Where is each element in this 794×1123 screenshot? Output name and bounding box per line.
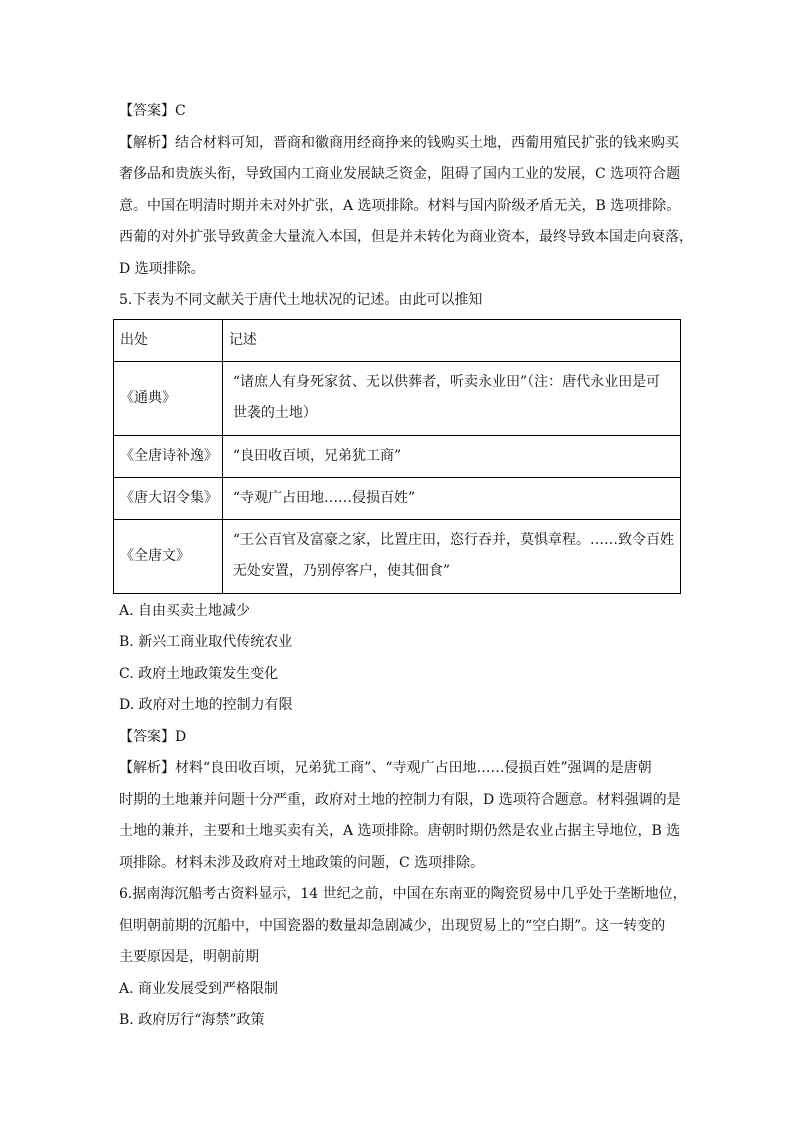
table-cell-record bbox=[222, 435, 680, 477]
q6-option-b: B. 政府厉行“海禁”政策 bbox=[119, 1012, 265, 1028]
q6-stem-line: 主要原因是，明朝前期 bbox=[119, 949, 259, 965]
table-cell-record bbox=[222, 519, 680, 593]
q5-answer: 【答案】D bbox=[119, 728, 187, 745]
table-row bbox=[114, 435, 681, 477]
q6-stem-line: 6.据南海沉船考古资料显示，14 世纪之前，中国在东南亚的陶瓷贸易中几乎处于垄断地位， bbox=[119, 886, 687, 902]
table-row bbox=[114, 519, 681, 593]
table-header-source: 出处 bbox=[114, 319, 223, 361]
q5-option-a: A. 自由买卖土地减少 bbox=[119, 602, 251, 619]
table-cell-record bbox=[222, 477, 680, 519]
q5-analysis-line: 【解析】材料“良田收百顷，兄弟犹工商”、“寺观广占田地……侵损百姓”强调的是唐朝 bbox=[119, 760, 652, 776]
table-header-row bbox=[114, 319, 681, 361]
page-content bbox=[119, 96, 693, 1037]
q5-analysis-line: 土地的兼并，主要和土地买卖有关，A 选项排除。唐朝时期仍然是农业占据主导地位，B 选 bbox=[119, 823, 681, 839]
table-cell-source: 《唐大诏令集》 bbox=[114, 477, 223, 519]
q4-analysis-line: 意。中国在明清时期并未对外扩张，A 选项排除。材料与国内阶级矛盾无关，B 选项排除。 bbox=[119, 197, 681, 214]
table-cell-source: 《全唐诗补逸》 bbox=[114, 435, 223, 477]
q5-option-b: B. 新兴工商业取代传统农业 bbox=[119, 634, 293, 650]
q5-analysis-line: 时期的土地兼并问题十分严重，政府对土地的控制力有限，D 选项符合题意。材料强调的是 bbox=[119, 791, 681, 808]
q4-answer: 【答案】C bbox=[119, 103, 186, 119]
q6-stem-line: 但明朝前期的沉船中，中国瓷器的数量却急剧减少，出现贸易上的“空白期”。这一转变的 bbox=[119, 917, 666, 934]
q4-analysis-line: 【解析】结合材料可知，晋商和徽商用经商挣来的钱购买土地，西葡用殖民扩张的钱来购买 bbox=[119, 134, 679, 151]
table-cell-record bbox=[222, 361, 680, 435]
record-line: 世袭的土地） bbox=[232, 405, 317, 421]
q5-analysis-line: 项排除。材料未涉及政府对土地政策的问题，C 选项排除。 bbox=[119, 854, 485, 871]
q5-option-c: C. 政府土地政策发生变化 bbox=[119, 665, 279, 682]
record-line: 无处安置，乃别停客户，使其佃食” bbox=[232, 563, 451, 579]
record-line: “王公百官及富豪之家，比置庄田，恣行吞并，莫惧章程。……致令百姓 bbox=[232, 532, 674, 548]
q6-option-a: A. 商业发展受到严格限制 bbox=[119, 980, 279, 997]
record-line: “良田收百顷，兄弟犹工商” bbox=[232, 447, 402, 464]
q5-table bbox=[113, 319, 681, 594]
table-header-record: 记述 bbox=[222, 319, 680, 361]
q4-analysis-line: D 选项排除。 bbox=[119, 260, 205, 277]
table-cell-source: 《全唐文》 bbox=[114, 519, 223, 593]
q5-stem: 5.下表为不同文献关于唐代土地状况的记述。由此可以推知 bbox=[119, 292, 483, 308]
table-row bbox=[114, 477, 681, 519]
q5-option-d: D. 政府对土地的控制力有限 bbox=[119, 697, 293, 713]
q4-analysis-line: 西葡的对外扩张导致黄金大量流入本国，但是并未转化为商业资本，最终导致本国走向衰落， bbox=[119, 229, 693, 245]
table-row bbox=[114, 361, 681, 435]
q4-analysis-line: 奢侈品和贵族头衔，导致国内工商业发展缺乏资金，阻碍了国内工业的发展，C 选项符合题 bbox=[119, 166, 681, 182]
record-line: “诸庶人有身死家贫、无以供葬者，听卖永业田”（注：唐代永业田是可 bbox=[232, 374, 661, 390]
record-line: “寺观广占田地……侵损百姓” bbox=[232, 489, 416, 506]
table-cell-source: 《通典》 bbox=[114, 361, 223, 435]
